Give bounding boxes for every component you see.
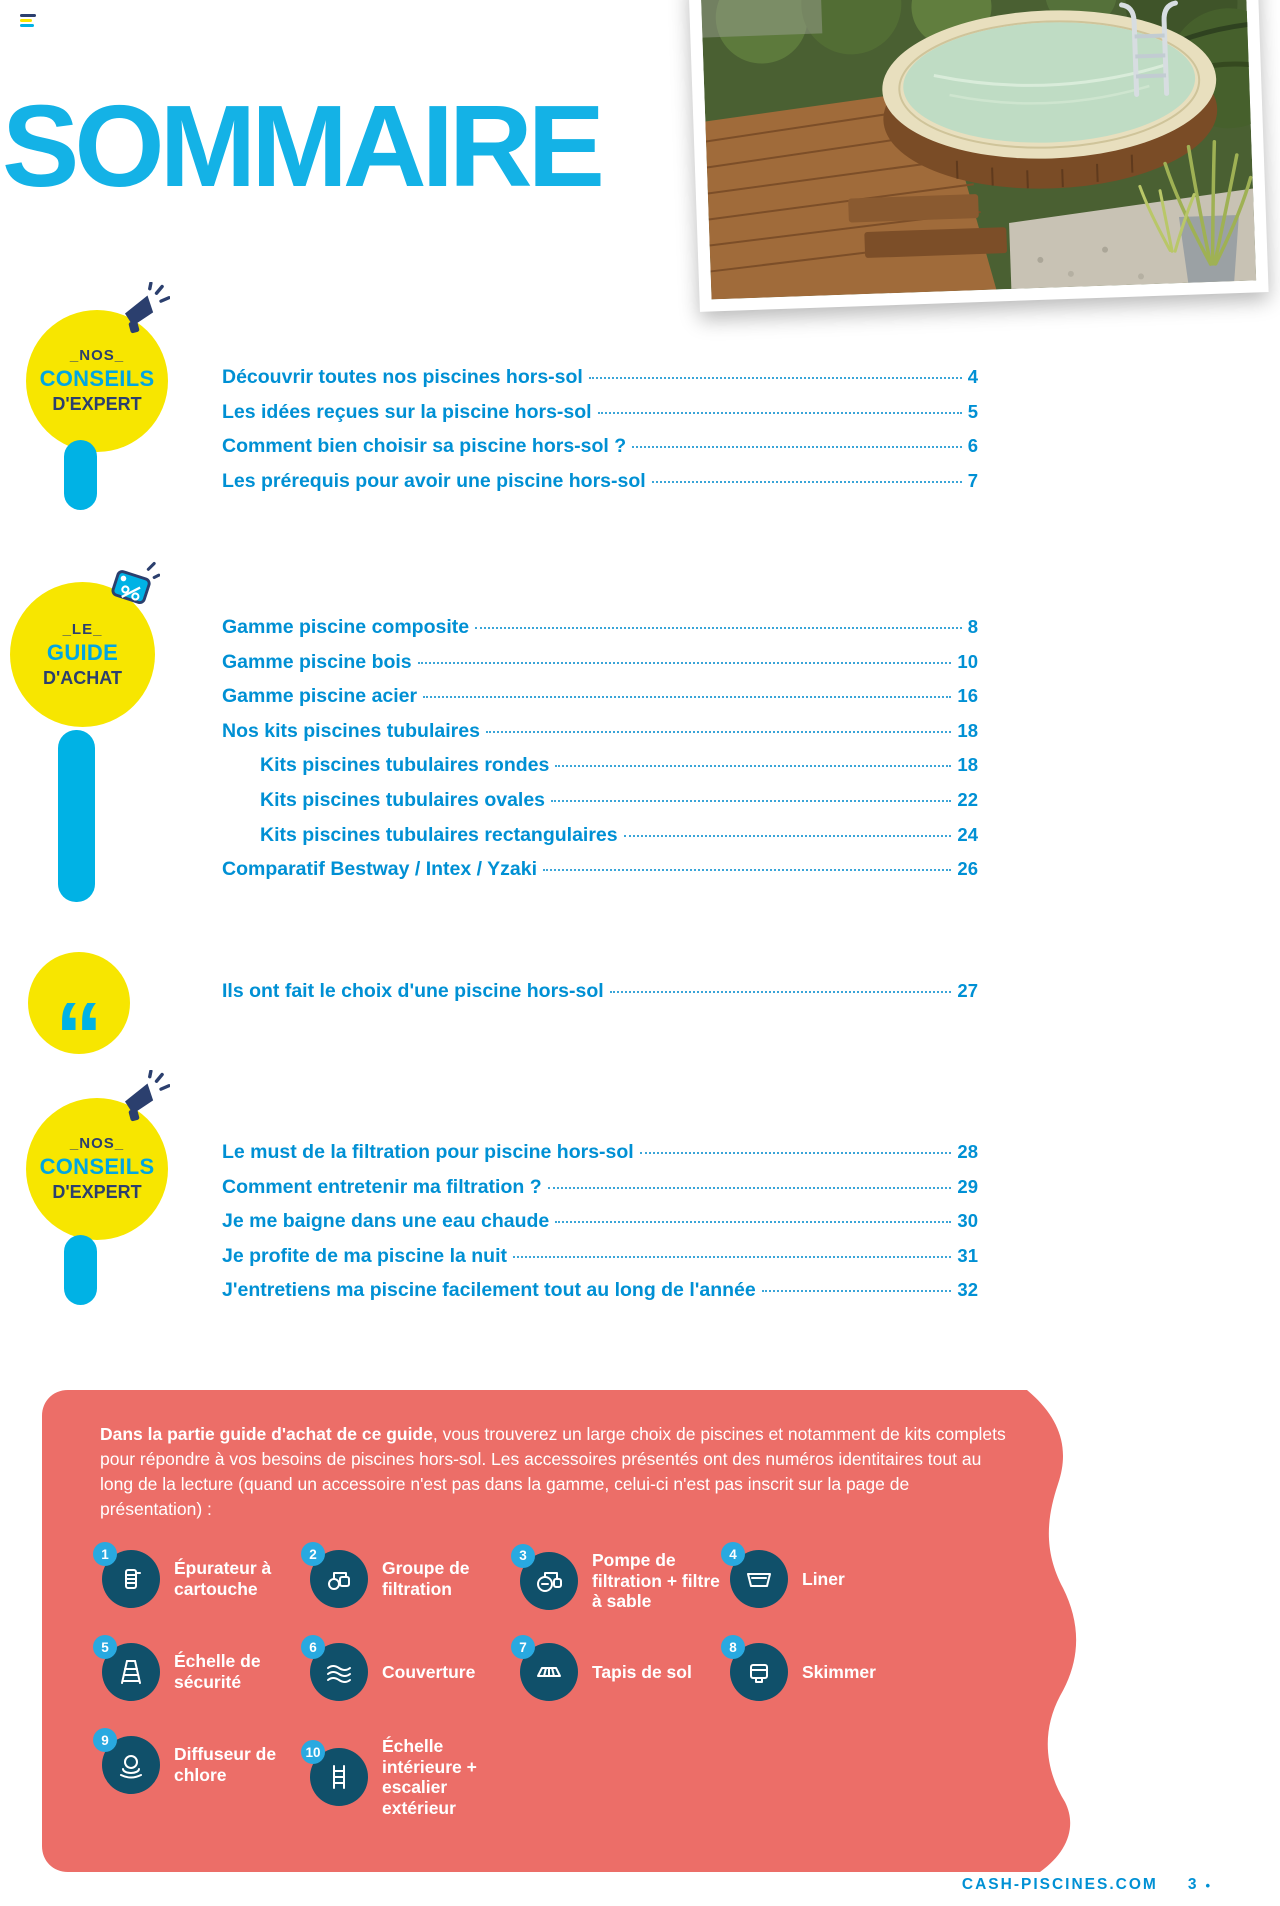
accessory-number-badge: 4 xyxy=(721,1542,745,1566)
footer-bullet: • xyxy=(1205,1877,1210,1893)
toc-entry[interactable] xyxy=(222,1176,978,1211)
toc-entry[interactable] xyxy=(222,366,978,401)
badge-bar xyxy=(64,1235,97,1305)
megaphone-icon xyxy=(116,282,170,336)
toc-entry-label: Kits piscines tubulaires rondes xyxy=(260,754,550,777)
accessory-number-badge: 6 xyxy=(301,1635,325,1659)
toc-entry-label: Découvrir toutes nos piscines hors-sol xyxy=(222,366,583,388)
dotted-leader xyxy=(486,731,952,733)
toc-entry-label: Gamme piscine acier xyxy=(222,685,418,708)
accessory-label: Skimmer xyxy=(802,1661,876,1682)
badge-middle-label: CONSEILS xyxy=(39,1154,155,1179)
accessory-number-badge: 5 xyxy=(93,1635,117,1659)
dotted-leader xyxy=(632,446,962,448)
toc-entry[interactable] xyxy=(260,789,978,824)
toc-entry-page: 27 xyxy=(957,980,978,1001)
accessory-number-badge: 2 xyxy=(301,1542,325,1566)
accessory-item xyxy=(729,1639,940,1701)
toc-entry-label: Gamme piscine bois xyxy=(222,650,412,673)
toc-entry-page: 24 xyxy=(957,823,978,845)
toc-section-conseils-1 xyxy=(222,366,978,504)
skimmer-icon xyxy=(729,1639,788,1701)
toc-entry[interactable] xyxy=(222,1141,978,1176)
toc-entry-page: 7 xyxy=(967,469,978,491)
accessory-label: Échelle intérieure + escalier extérieur xyxy=(382,1736,477,1818)
toc-entry-label: Le must de la filtration pour piscine hors-sol xyxy=(222,1141,634,1163)
interior-ladder-icon xyxy=(305,1744,368,1806)
accessory-number-badge: 3 xyxy=(511,1544,535,1568)
toc-entry[interactable] xyxy=(222,616,978,651)
toc-entry[interactable] xyxy=(222,651,978,686)
pool-photo xyxy=(688,0,1268,312)
toc-entry[interactable] xyxy=(222,1245,978,1280)
pool-photo-illustration xyxy=(701,0,1256,299)
toc-entry[interactable] xyxy=(260,754,978,789)
accessory-label: Diffuseur de chlore xyxy=(174,1744,277,1785)
toc-entry[interactable] xyxy=(222,858,978,893)
toc-entry-page: 31 xyxy=(957,1244,978,1266)
toc-entry[interactable] xyxy=(222,470,978,505)
toc-entry-label: Comment entretenir ma filtration ? xyxy=(222,1175,542,1198)
dotted-leader xyxy=(589,377,962,379)
badge-bottom-label: D'ACHAT xyxy=(43,667,122,688)
badge-bar xyxy=(58,730,95,902)
dotted-leader xyxy=(555,1221,951,1223)
quotes-icon: “ xyxy=(55,983,103,1054)
toc-entry-page: 28 xyxy=(957,1141,978,1162)
menu-icon xyxy=(20,14,36,27)
toc-entry-page: 6 xyxy=(967,435,978,457)
safety-ladder-icon xyxy=(101,1639,160,1701)
toc-entry[interactable] xyxy=(222,401,978,436)
ground-mat-icon xyxy=(519,1639,578,1701)
price-tag-icon xyxy=(104,560,160,616)
accessory-item xyxy=(101,1546,312,1608)
toc-entry-page: 32 xyxy=(957,1279,978,1301)
toc-entry[interactable] xyxy=(222,980,978,1015)
accessory-number-badge: 8 xyxy=(721,1635,745,1659)
cartridge-purifier-icon xyxy=(101,1546,160,1608)
toc-entry-label: Ils ont fait le choix d'une piscine hors-sol xyxy=(222,980,604,1002)
accessory-label: Échelle de sécurité xyxy=(174,1651,261,1692)
dotted-leader xyxy=(418,662,952,664)
dotted-leader xyxy=(548,1187,952,1189)
toc-entry-label: J'entretiens ma piscine facilement tout au long de l'année xyxy=(222,1279,756,1302)
badge-testimonials xyxy=(28,952,130,1054)
dotted-leader xyxy=(475,627,962,629)
toc-entry-label: Je me baigne dans une eau chaude xyxy=(222,1210,550,1233)
toc-entry-label: Comment bien choisir sa piscine hors-sol ? xyxy=(222,435,627,458)
toc-entry[interactable] xyxy=(222,435,978,470)
footer-website: CASH-PISCINES.COM xyxy=(961,1876,1158,1893)
page-title: SOMMAIRE xyxy=(2,81,600,211)
toc-entry-page: 18 xyxy=(957,754,978,776)
megaphone-icon xyxy=(116,1070,170,1124)
toc-entry-page: 18 xyxy=(957,719,978,741)
accessory-label: Couverture xyxy=(382,1661,476,1682)
toc-entry-label: Kits piscines tubulaires rectangulaires xyxy=(260,823,618,846)
accessory-item xyxy=(729,1546,940,1608)
toc-entry-page: 30 xyxy=(957,1210,978,1232)
info-paragraph-bold: Dans la partie guide d'achat de ce guide xyxy=(100,1424,433,1444)
toc-entry-label: Comparatif Bestway / Intex / Yzaki xyxy=(222,858,537,881)
toc-entry[interactable] xyxy=(222,1279,978,1314)
badge-middle-label: GUIDE xyxy=(46,639,119,665)
toc-entry-page: 22 xyxy=(957,788,978,810)
toc-section-testimonials xyxy=(222,980,978,1015)
toc-entry-label: Gamme piscine composite xyxy=(222,616,470,638)
toc-entry-label: Les idées reçues sur la piscine hors-sol xyxy=(222,400,592,423)
accessory-number-badge: 10 xyxy=(301,1740,325,1764)
dotted-leader xyxy=(652,481,962,483)
accessories-info-box xyxy=(42,1390,1084,1872)
toc-entry[interactable] xyxy=(222,1210,978,1245)
dotted-leader xyxy=(513,1256,951,1258)
badge-top-label: _LE_ xyxy=(62,620,103,638)
accessory-item xyxy=(309,1546,520,1608)
accessory-item xyxy=(305,1736,520,1819)
badge-middle-label: CONSEILS xyxy=(39,366,155,391)
dotted-leader xyxy=(555,765,951,767)
dotted-leader xyxy=(551,800,951,802)
toc-entry-page: 5 xyxy=(967,400,978,422)
badge-bottom-label: D'EXPERT xyxy=(52,1182,142,1202)
dotted-leader xyxy=(423,696,951,698)
filtration-group-icon xyxy=(309,1546,368,1608)
liner-icon xyxy=(729,1546,788,1608)
accessory-label: Épurateur à cartouche xyxy=(174,1558,272,1599)
dotted-leader xyxy=(610,991,952,993)
badge-bottom-label: D'EXPERT xyxy=(52,394,142,414)
info-paragraph-rest: , vous trouverez un large choix de piscines et notamment de kits complets pour répondre à vos besoins de piscines hors-sol. Les accessoires présentés ont des numéros identitaires tout au long de la lecture (quand un accessoire n'est pas dans la gamme, celui-ci n'est pas inscrit sur la page de présentation) : xyxy=(100,1424,1006,1519)
dotted-leader xyxy=(640,1152,952,1154)
toc-entry-page: 4 xyxy=(967,366,978,387)
accessory-item xyxy=(101,1732,312,1794)
accessory-label: Liner xyxy=(802,1568,845,1589)
toc-entry-page: 26 xyxy=(957,858,978,880)
toc-entry-page: 8 xyxy=(967,616,978,637)
toc-entry-label: Nos kits piscines tubulaires xyxy=(222,719,480,742)
toc-section-guide-achat xyxy=(222,616,978,893)
dotted-leader xyxy=(598,412,962,414)
toc-entry-page: 16 xyxy=(957,685,978,707)
accessory-number-badge: 9 xyxy=(93,1728,117,1752)
badge-top-label: _NOS_ xyxy=(69,1135,125,1152)
info-paragraph xyxy=(100,1422,1010,1521)
toc-section-conseils-2 xyxy=(222,1141,978,1314)
accessory-label: Pompe de filtration + filtre à sable xyxy=(592,1550,720,1612)
sand-filter-pump-icon xyxy=(519,1548,578,1610)
accessory-label: Tapis de sol xyxy=(592,1661,692,1682)
toc-entry-label: Je profite de ma piscine la nuit xyxy=(222,1244,507,1267)
toc-entry-label: Les prérequis pour avoir une piscine hors-sol xyxy=(222,469,646,492)
dotted-leader xyxy=(762,1290,952,1292)
badge-bar xyxy=(64,440,97,510)
dotted-leader xyxy=(543,869,951,871)
accessory-item xyxy=(309,1639,520,1701)
footer-page-number: 3 xyxy=(1187,1876,1198,1893)
accessory-item xyxy=(519,1639,730,1701)
toc-entry[interactable] xyxy=(260,824,978,859)
toc-entry-label: Kits piscines tubulaires ovales xyxy=(260,788,546,811)
toc-entry[interactable] xyxy=(222,685,978,720)
dotted-leader xyxy=(624,835,952,837)
accessory-number-badge: 7 xyxy=(511,1635,535,1659)
page-footer xyxy=(962,1876,1210,1894)
badge-top-label: _NOS_ xyxy=(69,347,125,364)
cover-icon xyxy=(309,1639,368,1701)
accessory-item xyxy=(520,1550,730,1612)
chlorine-diffuser-icon xyxy=(101,1732,160,1794)
toc-entry[interactable] xyxy=(222,720,978,755)
toc-entry-page: 29 xyxy=(957,1175,978,1197)
accessory-item xyxy=(101,1639,312,1701)
accessory-number-badge: 1 xyxy=(93,1542,117,1566)
accessory-label: Groupe de filtration xyxy=(382,1558,470,1599)
toc-entry-page: 10 xyxy=(957,650,978,672)
